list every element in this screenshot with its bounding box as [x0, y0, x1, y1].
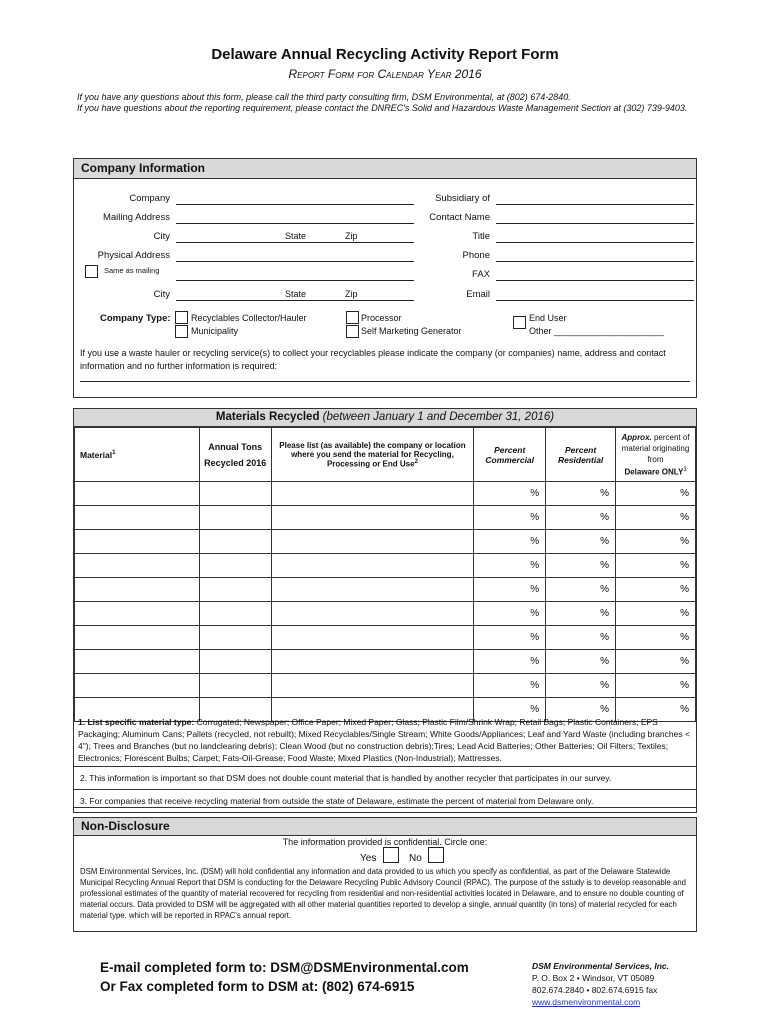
annual-tons-col-header: Annual Tons Recycled 2016 — [199, 428, 271, 482]
physical-address-label: Physical Address — [97, 250, 170, 261]
email-instructions: E-mail completed form to: DSM@DSMEnvironmental.com — [100, 960, 469, 975]
contact-name-field[interactable] — [496, 212, 694, 224]
title-field[interactable] — [496, 231, 694, 243]
fax-instructions: Or Fax completed form to DSM at: (802) 674-6915 — [100, 979, 415, 994]
company-information-heading: Company Information — [74, 159, 696, 179]
table-row — [75, 482, 696, 506]
table-row — [75, 530, 696, 554]
percent-commercial-cell[interactable]: % — [474, 530, 546, 554]
percent-residential-cell[interactable]: % — [546, 602, 616, 626]
annual-tons-cell[interactable] — [199, 674, 271, 698]
email-field[interactable] — [496, 289, 694, 301]
destination-col-header: Please list (as available) the company or location where you send the material for Recycling, Processing or End Use$^2$ — [271, 428, 474, 482]
percent-commercial-col-header: Percent Commercial — [474, 428, 546, 482]
table-row — [75, 674, 696, 698]
percent-commercial-cell[interactable]: % — [474, 506, 546, 530]
end-user-checkbox[interactable] — [513, 316, 526, 329]
percent-delaware-cell[interactable]: % — [616, 626, 696, 650]
note-1: 1. List specific material type: Corrugated; Newspaper; Office Paper; Mixed Paper; Glass; Plastic Film/Shrink Wrap; Retail Bags; Plastic Containers; EPS Packaging; Aluminum Cans; Pallets (recycled, not rebuilt); Mixed Recyclables/Single Stream; White Goods/Appliances; Leaf and Yard Waste (including branches < 4"); Trees and Branches (but no landclearing debris); Clean Wood (but no construction debris);Tires; Lead Acid Batteries; Other Batteries; Oil Filters; Textiles; Electronics; Florescent Bulbs; Carpet; Fats-Oil-Grease; Food Waste; Mixed Plastics (Non-Industrial); Mattresses. — [78, 717, 690, 763]
percent-delaware-cell[interactable]: % — [616, 482, 696, 506]
destination-cell[interactable] — [271, 626, 474, 650]
dsm-address: P. O. Box 2 • Windsor, VT 05089 — [532, 973, 655, 983]
city-label: City — [153, 231, 170, 242]
annual-tons-cell[interactable] — [199, 602, 271, 626]
percent-commercial-cell[interactable]: % — [474, 650, 546, 674]
table-row — [75, 626, 696, 650]
percent-residential-cell[interactable]: % — [546, 506, 616, 530]
contact-name-label: Contact Name — [429, 212, 490, 223]
percent-residential-cell[interactable]: % — [546, 554, 616, 578]
other-label: Other ______________________ — [529, 326, 665, 336]
email-label: Email — [466, 289, 490, 300]
dsm-company-name: DSM Environmental Services, Inc. — [532, 961, 669, 971]
physical-city-label: City — [153, 289, 170, 300]
destination-cell[interactable] — [271, 578, 474, 602]
dsm-website-link[interactable]: www.dsmenvironmental.com — [532, 997, 641, 1007]
table-row — [75, 506, 696, 530]
material-cell[interactable] — [75, 626, 200, 650]
phone-label: Phone — [462, 250, 490, 261]
percent-commercial-cell[interactable]: % — [474, 626, 546, 650]
percent-residential-cell[interactable]: % — [546, 578, 616, 602]
hauler-instructions: If you use a waste hauler or recycling service(s) to collect your recyclables please indicate the company (or companies) name, address and contact information and no further information is required: — [80, 348, 666, 371]
percent-residential-cell[interactable]: % — [546, 674, 616, 698]
material-cell[interactable] — [75, 602, 200, 626]
percent-residential-col-header: Percent Residential — [546, 428, 616, 482]
annual-tons-cell[interactable] — [199, 530, 271, 554]
state-label: State — [285, 231, 307, 241]
table-row — [75, 650, 696, 674]
annual-tons-cell[interactable] — [199, 650, 271, 674]
processor-label: Processor — [361, 313, 402, 323]
percent-delaware-cell[interactable]: % — [616, 554, 696, 578]
municipality-checkbox[interactable] — [175, 325, 188, 338]
table-row — [75, 554, 696, 578]
percent-residential-cell[interactable]: % — [546, 482, 616, 506]
mailing-address-field[interactable] — [176, 212, 414, 224]
destination-cell[interactable] — [271, 674, 474, 698]
material-cell[interactable] — [75, 578, 200, 602]
subsidiary-label: Subsidiary of — [435, 193, 490, 204]
no-checkbox[interactable] — [428, 847, 444, 863]
material-cell[interactable] — [75, 482, 200, 506]
percent-delaware-cell[interactable]: % — [616, 506, 696, 530]
nondisclosure-text: DSM Environmental Services, Inc. (DSM) will hold confidential any information and data provided to us which you specify as confidential, as part of the Delaware Statewide Municipal Recycling Annual Report that DSM is conducting for the Delaware Recycling Public Advisory Council (RPAC). The purpose of the sstudy is to develop reasonable and professional estimates of the quantity of material recovered for recycling from residential and non-residential activities located in Delaware, and to ensure no double counting of material occurs. Data provided to DSM will be aggregated with all other material quantities reported to develop a single, annual quantity (in tons) of material recycled for each material type. which will be reported in RPAC's annual report. — [80, 867, 687, 920]
material-cell[interactable] — [75, 506, 200, 530]
municipality-label: Municipality — [191, 326, 239, 336]
annual-tons-cell[interactable] — [199, 482, 271, 506]
hauler-info-field[interactable] — [80, 372, 690, 382]
percent-residential-cell[interactable]: % — [546, 698, 616, 722]
physical-state-label: State — [285, 289, 307, 299]
percent-delaware-cell[interactable]: % — [616, 530, 696, 554]
approx-delaware-col-header: Approx. percent of material originating from Delaware ONLY$^3$ — [616, 428, 696, 482]
intro-text-1: If you have any questions about this form, please call the third party consulting firm, DSM Environmental, at (802) 674-2840. — [77, 92, 571, 102]
table-row — [75, 602, 696, 626]
percent-delaware-cell[interactable]: % — [616, 698, 696, 722]
self-marketing-checkbox[interactable] — [346, 325, 359, 338]
material-cell[interactable] — [75, 650, 200, 674]
self-marketing-label: Self Marketing Generator — [361, 326, 462, 336]
table-row — [75, 578, 696, 602]
physical-zip-label: Zip — [345, 289, 358, 299]
materials-heading: Materials Recycled (between January 1 and December 31, 2016) — [74, 409, 696, 427]
fax-label: FAX — [472, 269, 490, 280]
material-cell[interactable] — [75, 530, 200, 554]
intro-text-2: If you have questions about the reporting requirement, please contact the DNREC's Solid and Hazardous Waste Management Section at (302) 739-9403. — [77, 103, 688, 113]
material-cell[interactable] — [75, 554, 200, 578]
title-label: Title — [472, 231, 490, 242]
materials-table — [74, 427, 696, 722]
percent-delaware-cell[interactable]: % — [616, 650, 696, 674]
confidential-prompt: The information provided is confidential. Circle one: — [282, 837, 488, 847]
percent-delaware-cell[interactable]: % — [616, 674, 696, 698]
yes-label: Yes — [360, 853, 377, 864]
company-label: Company — [129, 193, 170, 204]
destination-cell[interactable] — [271, 530, 474, 554]
collector-label: Recyclables Collector/Hauler — [191, 313, 307, 323]
physical-address-field[interactable] — [176, 250, 414, 262]
destination-cell[interactable] — [271, 506, 474, 530]
nondisclosure-heading: Non-Disclosure — [74, 818, 696, 836]
percent-commercial-cell[interactable]: % — [474, 674, 546, 698]
end-user-label: End User — [529, 313, 567, 323]
no-label: No — [409, 853, 422, 864]
mailing-address-label: Mailing Address — [102, 212, 170, 223]
fax-field[interactable] — [496, 269, 694, 281]
yes-checkbox[interactable] — [383, 847, 399, 863]
percent-delaware-cell[interactable]: % — [616, 602, 696, 626]
phone-field[interactable] — [496, 250, 694, 262]
note-2: 2. This information is important so that DSM does not double count material that is handled by another recycler that participates in our survey. — [74, 766, 696, 789]
collector-checkbox[interactable] — [175, 311, 188, 324]
destination-cell[interactable] — [271, 650, 474, 674]
destination-cell[interactable] — [271, 554, 474, 578]
zip-label: Zip — [345, 231, 358, 241]
company-type-label: Company Type: — [100, 313, 171, 324]
note-3: 3. For companies that receive recycling material from outside the state of Delaware, estimate the percent of material from Delaware only. — [74, 789, 696, 812]
same-as-mailing-checkbox[interactable] — [85, 265, 98, 278]
material-cell[interactable] — [75, 674, 200, 698]
dsm-phone: 802.674.2840 • 802.674.6915 fax — [532, 985, 658, 995]
percent-delaware-cell[interactable]: % — [616, 578, 696, 602]
company-field[interactable] — [176, 193, 414, 205]
percent-residential-cell[interactable]: % — [546, 530, 616, 554]
form-subtitle: Report Form for Calendar Year 2016 — [288, 67, 482, 81]
percent-commercial-cell[interactable]: % — [474, 698, 546, 722]
percent-residential-cell[interactable]: % — [546, 626, 616, 650]
same-as-mailing-label: Same as mailing — [104, 266, 160, 275]
annual-tons-cell[interactable] — [199, 578, 271, 602]
processor-checkbox[interactable] — [346, 311, 359, 324]
percent-commercial-cell[interactable]: % — [474, 482, 546, 506]
annual-tons-cell[interactable] — [199, 506, 271, 530]
percent-commercial-cell[interactable]: % — [474, 602, 546, 626]
subsidiary-field[interactable] — [496, 193, 694, 205]
physical-address-field-2[interactable] — [176, 269, 414, 281]
annual-tons-cell[interactable] — [199, 554, 271, 578]
destination-cell[interactable] — [271, 482, 474, 506]
materials-notes — [73, 714, 697, 813]
material-col-header: Material$^1$ — [75, 428, 200, 482]
percent-residential-cell[interactable]: % — [546, 650, 616, 674]
annual-tons-cell[interactable] — [199, 626, 271, 650]
form-title: Delaware Annual Recycling Activity Report Form — [211, 46, 559, 63]
destination-cell[interactable] — [271, 602, 474, 626]
percent-commercial-cell[interactable]: % — [474, 554, 546, 578]
percent-commercial-cell[interactable]: % — [474, 578, 546, 602]
